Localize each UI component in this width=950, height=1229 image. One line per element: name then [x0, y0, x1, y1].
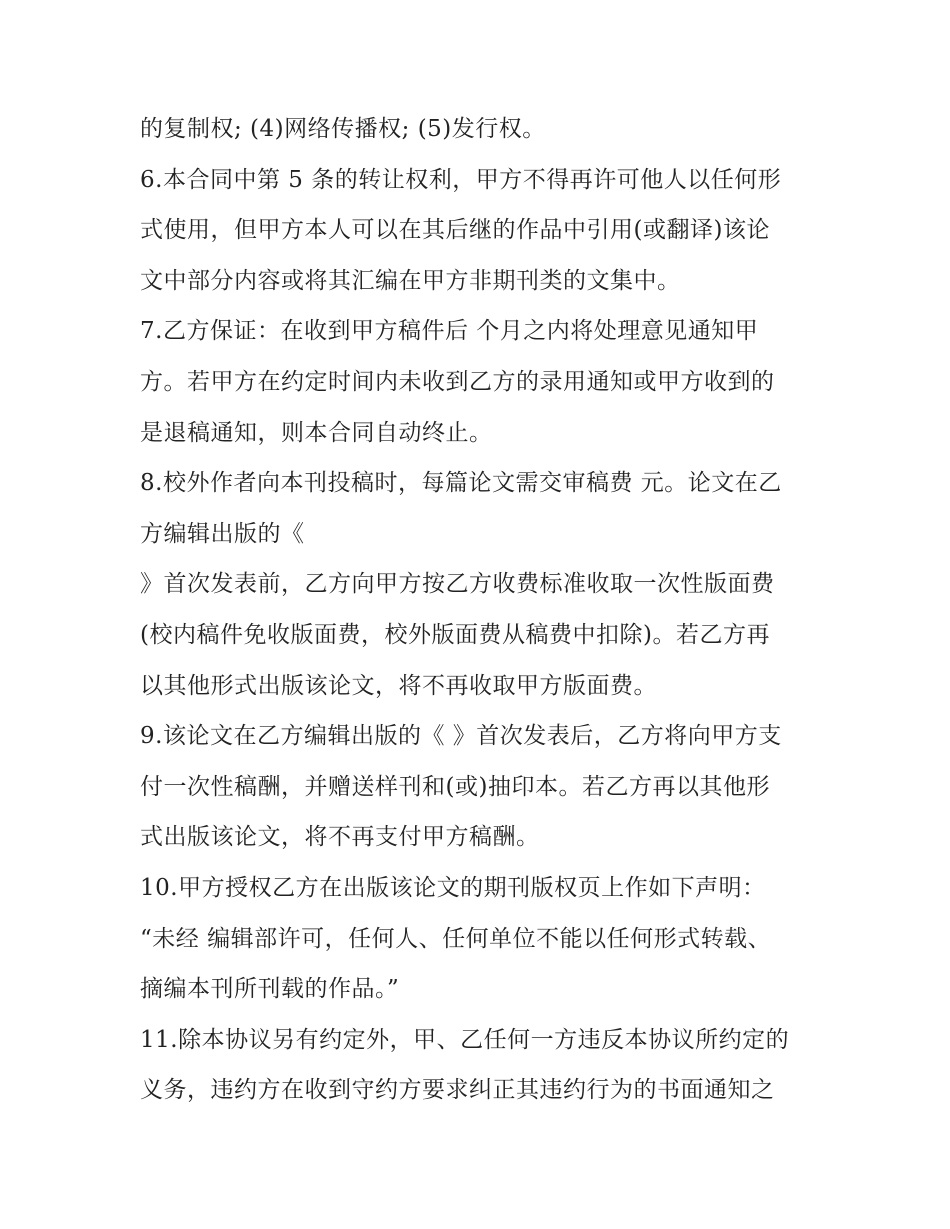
text-line: 11.除本协议另有约定外，甲、乙任何一方违反本协议所约定的 [140, 1026, 790, 1053]
text-line: 方。若甲方在约定时间内未收到乙方的录用通知或甲方收到的 [140, 368, 775, 395]
text-line: 文中部分内容或将其汇编在甲方非期刊类的文集中。 [140, 267, 681, 294]
text-line: “未经 编辑部许可，任何人、任何单位不能以任何形式转载、 [140, 925, 772, 952]
text-line: 7.乙方保证：在收到甲方稿件后 个月之内将处理意见通知甲 [140, 318, 759, 345]
text-line: 6.本合同中第 5 条的转让权利，甲方不得再许可他人以任何形 [140, 166, 782, 193]
text-line: 》首次发表前，乙方向甲方按乙方收费标准收取一次性版面费 [140, 571, 775, 598]
text-line: 式出版该论文，将不再支付甲方稿酬。 [140, 824, 540, 851]
text-line: 10.甲方授权乙方在出版该论文的期刊版权页上作如下声明： [140, 874, 766, 901]
text-line: 以其他形式出版该论文，将不再收取甲方版面费。 [140, 672, 657, 699]
contract-text [140, 104, 820, 1116]
text-line: 是退稿通知，则本合同自动终止。 [140, 419, 493, 446]
text-line: 的复制权; (4)网络传播权; (5)发行权。 [140, 116, 546, 142]
text-line: 8.校外作者向本刊投稿时，每篇论文需交审稿费 元。论文在乙 [140, 470, 782, 497]
text-line: 摘编本刊所刊载的作品。” [140, 976, 400, 1003]
text-line: 义务，违约方在收到守约方要求纠正其违约行为的书面通知之 [140, 1077, 775, 1104]
text-line: 9.该论文在乙方编辑出版的《 》首次发表后，乙方将向甲方支 [140, 723, 782, 750]
text-line: 方编辑出版的《 [140, 520, 305, 547]
text-line: (校内稿件免收版面费，校外版面费从稿费中扣除)。若乙方再 [140, 621, 770, 648]
text-line: 式使用，但甲方本人可以在其后继的作品中引用(或翻译)该论 [140, 217, 770, 244]
text-line: 付一次性稿酬，并赠送样刊和(或)抽印本。若乙方再以其他形 [140, 773, 770, 800]
